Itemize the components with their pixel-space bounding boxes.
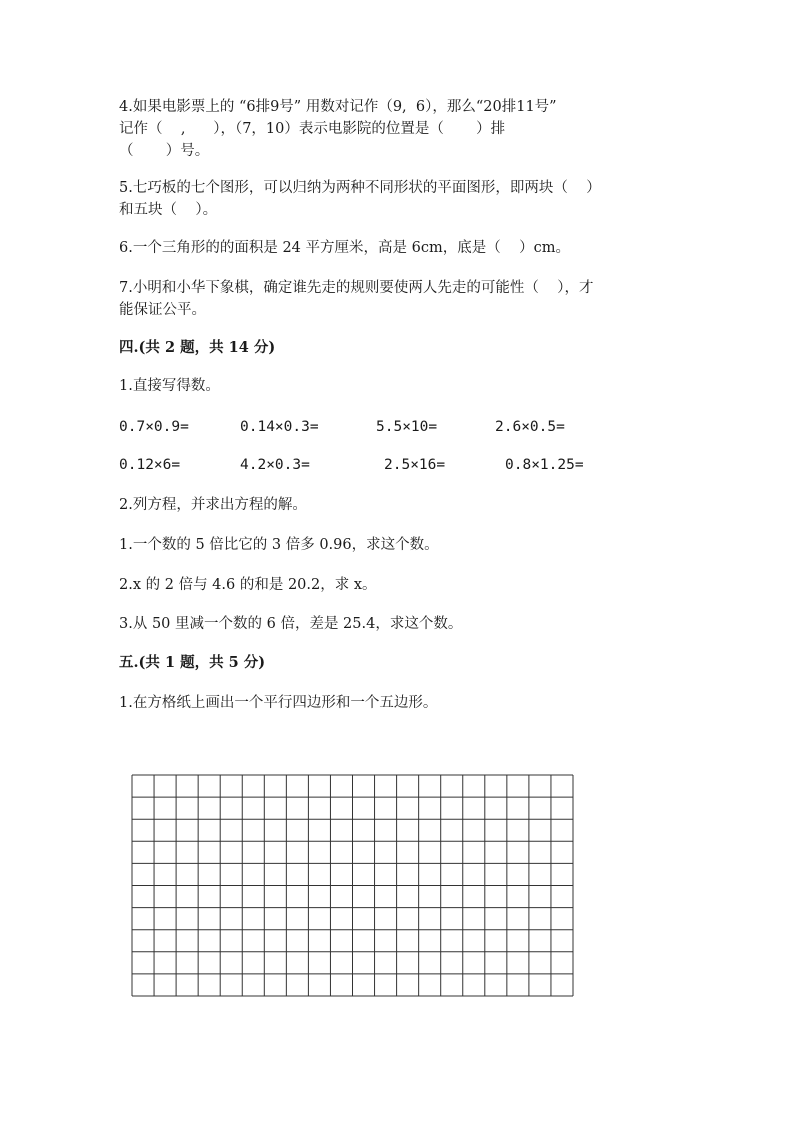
calc-item: 2.6×0.5= [495, 419, 565, 435]
q4-line-2: 记作（ , ），（7，10）表示电影院的位置是（ ）排 [119, 121, 506, 137]
q4-line-1: 4.如果电影票上的 “6排9号” 用数对记作（9, 6），那么“20排11号” [119, 99, 557, 115]
section-4-heading: 四.(共 2 题，共 14 分) [119, 339, 276, 356]
calc-row-2 [0, 454, 794, 476]
s4-q2-item-1: 1.一个数的 5 倍比它的 3 倍多 0.96，求这个数。 [119, 537, 439, 553]
calc-item: 0.8×1.25= [505, 457, 584, 473]
q7-line-1: 7.小明和小华下象棋，确定谁先走的规则要使两人先走的可能性（ ），才 [119, 280, 594, 296]
section-5-heading: 五.(共 1 题，共 5 分) [119, 654, 266, 671]
s4-q2-item-3: 3.从 50 里减一个数的 6 倍，差是 25.4，求这个数。 [119, 616, 463, 632]
calc-item: 5.5×10= [376, 419, 438, 435]
q6-line-1: 6.一个三角形的的面积是 24 平方厘米，高是 6cm，底是（ ）cm。 [119, 240, 571, 256]
q5-line-1: 5.七巧板的七个图形，可以归纳为两种不同形状的平面图形，即两块（ ） [119, 180, 601, 196]
q5-line-2: 和五块（ ）。 [119, 202, 218, 218]
s5-q1-title: 1.在方格纸上画出一个平行四边形和一个五边形。 [119, 695, 438, 711]
calc-item: 0.7×0.9= [119, 419, 189, 435]
calc-row-1 [0, 416, 794, 438]
graph-paper-grid [131, 774, 575, 998]
q4-line-3: （ ）号。 [119, 143, 210, 159]
calc-item: 0.12×6= [119, 457, 181, 473]
grid-svg [131, 774, 575, 998]
q7-line-2: 能保证公平。 [119, 302, 206, 318]
s4-q2-item-2: 2.x 的 2 倍与 4.6 的和是 20.2，求 x。 [119, 577, 377, 593]
s4-q2-title: 2.列方程，并求出方程的解。 [119, 497, 307, 513]
s4-q1-title: 1.直接写得数。 [119, 378, 220, 394]
calc-item: 0.14×0.3= [240, 419, 319, 435]
calc-item: 4.2×0.3= [240, 457, 310, 473]
calc-item: 2.5×16= [384, 457, 446, 473]
